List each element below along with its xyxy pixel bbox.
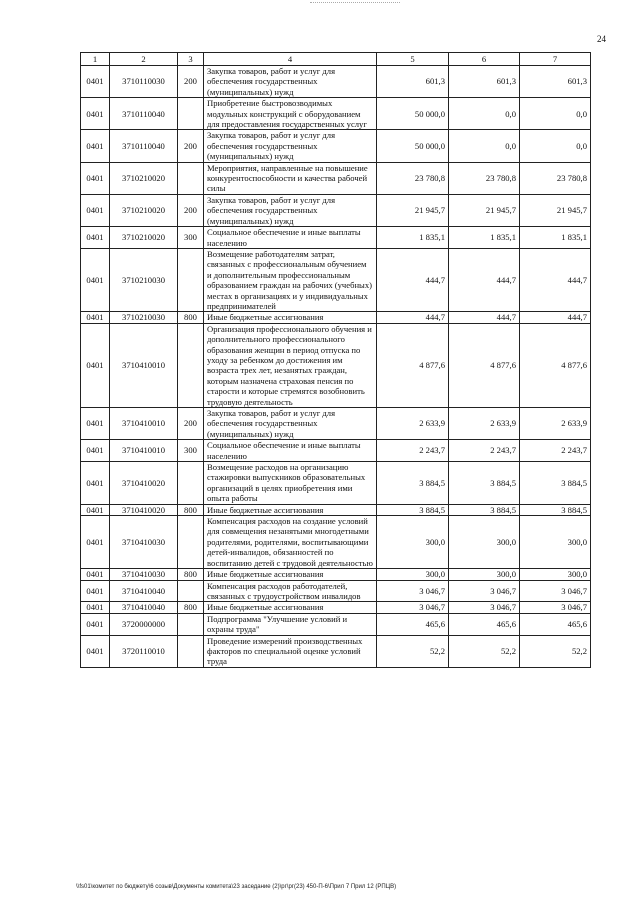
expense-type-cell: 800 <box>178 312 204 323</box>
expense-type-cell: 200 <box>178 194 204 226</box>
section-cell: 0401 <box>81 635 110 667</box>
amount-col5-cell: 3 046,7 <box>377 602 449 613</box>
code-cell: 3720110010 <box>110 635 178 667</box>
amount-col7-cell: 23 780,8 <box>520 162 591 194</box>
amount-col7-cell: 444,7 <box>520 248 591 311</box>
table-row <box>81 312 591 323</box>
code-cell: 3720000000 <box>110 613 178 635</box>
table-row <box>81 248 591 311</box>
expense-type-cell: 800 <box>178 569 204 580</box>
col-header-5: 5 <box>377 53 449 66</box>
expense-type-cell: 200 <box>178 130 204 162</box>
amount-col7-cell: 3 884,5 <box>520 504 591 515</box>
amount-col7-cell: 601,3 <box>520 66 591 98</box>
expense-type-cell <box>178 516 204 569</box>
amount-col7-cell: 0,0 <box>520 98 591 130</box>
amount-col6-cell: 0,0 <box>449 98 520 130</box>
amount-col6-cell: 2 243,7 <box>449 440 520 462</box>
amount-col5-cell: 444,7 <box>377 312 449 323</box>
name-cell: Приобретение быстровозводимых модульных конструкций с оборудованием для предоставления государственных услуг <box>204 98 377 130</box>
table-row <box>81 162 591 194</box>
expense-type-cell: 300 <box>178 440 204 462</box>
scan-artifact <box>310 2 400 4</box>
col-header-2: 2 <box>110 53 178 66</box>
amount-col5-cell: 300,0 <box>377 569 449 580</box>
code-cell: 3710410010 <box>110 323 178 407</box>
section-cell: 0401 <box>81 613 110 635</box>
name-cell: Иные бюджетные ассигнования <box>204 504 377 515</box>
table-row <box>81 569 591 580</box>
amount-col7-cell: 465,6 <box>520 613 591 635</box>
name-cell: Социальное обеспечение и иные выплаты населению <box>204 227 377 249</box>
table-row <box>81 194 591 226</box>
amount-col6-cell: 2 633,9 <box>449 408 520 440</box>
name-cell: Подпрограмма "Улучшение условий и охраны труда" <box>204 613 377 635</box>
footer-file-path: \\fs01\комитет по бюджету\6 созыв\Документы комитета\23 заседание (2)\рг\рг(23) 450-П-6\Прил 7 Прил 12 (РПЦВ) <box>76 884 397 890</box>
section-cell: 0401 <box>81 504 110 515</box>
amount-col7-cell: 0,0 <box>520 130 591 162</box>
amount-col5-cell: 465,6 <box>377 613 449 635</box>
amount-col7-cell: 52,2 <box>520 635 591 667</box>
section-cell: 0401 <box>81 462 110 505</box>
code-cell: 3710110030 <box>110 66 178 98</box>
expense-type-cell: 200 <box>178 408 204 440</box>
amount-col5-cell: 444,7 <box>377 248 449 311</box>
table-row <box>81 504 591 515</box>
code-cell: 3710210020 <box>110 194 178 226</box>
expense-type-cell: 800 <box>178 602 204 613</box>
table-row <box>81 130 591 162</box>
amount-col7-cell: 2 633,9 <box>520 408 591 440</box>
expense-type-cell <box>178 462 204 505</box>
code-cell: 3710110040 <box>110 130 178 162</box>
amount-col7-cell: 21 945,7 <box>520 194 591 226</box>
code-cell: 3710410020 <box>110 462 178 505</box>
name-cell: Закупка товаров, работ и услуг для обеспечения государственных (муниципальных) нужд <box>204 66 377 98</box>
expense-type-cell: 200 <box>178 66 204 98</box>
table-row <box>81 613 591 635</box>
name-cell: Мероприятия, направленные на повышение конкурентоспособности и качества рабочей силы <box>204 162 377 194</box>
amount-col5-cell: 52,2 <box>377 635 449 667</box>
table-row <box>81 635 591 667</box>
section-cell: 0401 <box>81 130 110 162</box>
code-cell: 3710210030 <box>110 312 178 323</box>
expense-type-cell <box>178 635 204 667</box>
section-cell: 0401 <box>81 98 110 130</box>
amount-col6-cell: 444,7 <box>449 248 520 311</box>
amount-col6-cell: 21 945,7 <box>449 194 520 226</box>
name-cell: Закупка товаров, работ и услуг для обеспечения государственных (муниципальных) нужд <box>204 194 377 226</box>
section-cell: 0401 <box>81 227 110 249</box>
table-row <box>81 227 591 249</box>
budget-table <box>80 52 591 668</box>
section-cell: 0401 <box>81 248 110 311</box>
amount-col6-cell: 465,6 <box>449 613 520 635</box>
name-cell: Закупка товаров, работ и услуг для обеспечения государственных (муниципальных) нужд <box>204 408 377 440</box>
name-cell: Иные бюджетные ассигнования <box>204 569 377 580</box>
amount-col7-cell: 3 884,5 <box>520 462 591 505</box>
expense-type-cell <box>178 323 204 407</box>
name-cell: Возмещение расходов на организацию стажировки выпускников образовательных организаций в целях приобретения ими опыта работы <box>204 462 377 505</box>
code-cell: 3710410040 <box>110 602 178 613</box>
section-cell: 0401 <box>81 194 110 226</box>
code-cell: 3710410020 <box>110 504 178 515</box>
section-cell: 0401 <box>81 312 110 323</box>
amount-col6-cell: 0,0 <box>449 130 520 162</box>
amount-col5-cell: 1 835,1 <box>377 227 449 249</box>
expense-type-cell <box>178 162 204 194</box>
amount-col5-cell: 4 877,6 <box>377 323 449 407</box>
amount-col7-cell: 4 877,6 <box>520 323 591 407</box>
code-cell: 3710410040 <box>110 580 178 602</box>
amount-col7-cell: 444,7 <box>520 312 591 323</box>
amount-col7-cell: 3 046,7 <box>520 602 591 613</box>
table-row <box>81 408 591 440</box>
code-cell: 3710410030 <box>110 569 178 580</box>
expense-type-cell <box>178 580 204 602</box>
amount-col6-cell: 4 877,6 <box>449 323 520 407</box>
amount-col6-cell: 300,0 <box>449 569 520 580</box>
amount-col6-cell: 3 884,5 <box>449 462 520 505</box>
amount-col6-cell: 300,0 <box>449 516 520 569</box>
section-cell: 0401 <box>81 516 110 569</box>
expense-type-cell <box>178 613 204 635</box>
name-cell: Проведение измерений производственных факторов по специальной оценке условий труда <box>204 635 377 667</box>
name-cell: Иные бюджетные ассигнования <box>204 602 377 613</box>
section-cell: 0401 <box>81 408 110 440</box>
name-cell: Социальное обеспечение и иные выплаты населению <box>204 440 377 462</box>
amount-col6-cell: 3 046,7 <box>449 602 520 613</box>
table-row <box>81 98 591 130</box>
expense-type-cell: 800 <box>178 504 204 515</box>
section-cell: 0401 <box>81 440 110 462</box>
amount-col5-cell: 2 633,9 <box>377 408 449 440</box>
table-row <box>81 516 591 569</box>
section-cell: 0401 <box>81 602 110 613</box>
amount-col5-cell: 2 243,7 <box>377 440 449 462</box>
amount-col6-cell: 3 046,7 <box>449 580 520 602</box>
amount-col5-cell: 601,3 <box>377 66 449 98</box>
amount-col6-cell: 52,2 <box>449 635 520 667</box>
amount-col6-cell: 23 780,8 <box>449 162 520 194</box>
amount-col7-cell: 3 046,7 <box>520 580 591 602</box>
amount-col7-cell: 300,0 <box>520 569 591 580</box>
code-cell: 3710410010 <box>110 408 178 440</box>
code-cell: 3710410010 <box>110 440 178 462</box>
amount-col6-cell: 444,7 <box>449 312 520 323</box>
table-body <box>81 66 591 668</box>
name-cell: Организация профессионального обучения и дополнительного профессионального образования женщин в период отпуска по уходу за ребенком до достижения им возраста трех лет, незанятых граждан, которым назначена страховая пенсия по старости и которые стремятся возобновить трудовую деятельность <box>204 323 377 407</box>
amount-col5-cell: 300,0 <box>377 516 449 569</box>
amount-col5-cell: 3 046,7 <box>377 580 449 602</box>
expense-type-cell <box>178 248 204 311</box>
name-cell: Компенсация расходов работодателей, связанных с трудоустройством инвалидов <box>204 580 377 602</box>
col-header-4: 4 <box>204 53 377 66</box>
amount-col6-cell: 3 884,5 <box>449 504 520 515</box>
amount-col6-cell: 1 835,1 <box>449 227 520 249</box>
section-cell: 0401 <box>81 66 110 98</box>
section-cell: 0401 <box>81 580 110 602</box>
amount-col5-cell: 23 780,8 <box>377 162 449 194</box>
code-cell: 3710210020 <box>110 162 178 194</box>
expense-type-cell <box>178 98 204 130</box>
name-cell: Возмещение работодателям затрат, связанных с профессиональным обучением и дополнительным профессиональным образованием граждан на рабочих (учебных) местах в организациях и у индивидуальных предпринимателей <box>204 248 377 311</box>
amount-col5-cell: 3 884,5 <box>377 504 449 515</box>
col-header-7: 7 <box>520 53 591 66</box>
code-cell: 3710410030 <box>110 516 178 569</box>
table-row <box>81 462 591 505</box>
table-row <box>81 323 591 407</box>
table-row <box>81 66 591 98</box>
table-row <box>81 440 591 462</box>
amount-col6-cell: 601,3 <box>449 66 520 98</box>
section-cell: 0401 <box>81 323 110 407</box>
amount-col7-cell: 300,0 <box>520 516 591 569</box>
name-cell: Иные бюджетные ассигнования <box>204 312 377 323</box>
code-cell: 3710210030 <box>110 248 178 311</box>
table-header-row <box>81 53 591 66</box>
code-cell: 3710110040 <box>110 98 178 130</box>
amount-col7-cell: 1 835,1 <box>520 227 591 249</box>
amount-col5-cell: 50 000,0 <box>377 130 449 162</box>
amount-col7-cell: 2 243,7 <box>520 440 591 462</box>
amount-col5-cell: 21 945,7 <box>377 194 449 226</box>
col-header-6: 6 <box>449 53 520 66</box>
code-cell: 3710210020 <box>110 227 178 249</box>
amount-col5-cell: 3 884,5 <box>377 462 449 505</box>
col-header-1: 1 <box>81 53 110 66</box>
section-cell: 0401 <box>81 162 110 194</box>
table-row <box>81 580 591 602</box>
expense-type-cell: 300 <box>178 227 204 249</box>
name-cell: Закупка товаров, работ и услуг для обеспечения государственных (муниципальных) нужд <box>204 130 377 162</box>
col-header-3: 3 <box>178 53 204 66</box>
section-cell: 0401 <box>81 569 110 580</box>
amount-col5-cell: 50 000,0 <box>377 98 449 130</box>
name-cell: Компенсация расходов на создание условий для совмещения незанятыми многодетными родителями, родителями, воспитывающими детей-инвалидов, обязанностей по воспитанию детей с трудовой деятельностью <box>204 516 377 569</box>
table-row <box>81 602 591 613</box>
page-number: 24 <box>597 34 606 44</box>
